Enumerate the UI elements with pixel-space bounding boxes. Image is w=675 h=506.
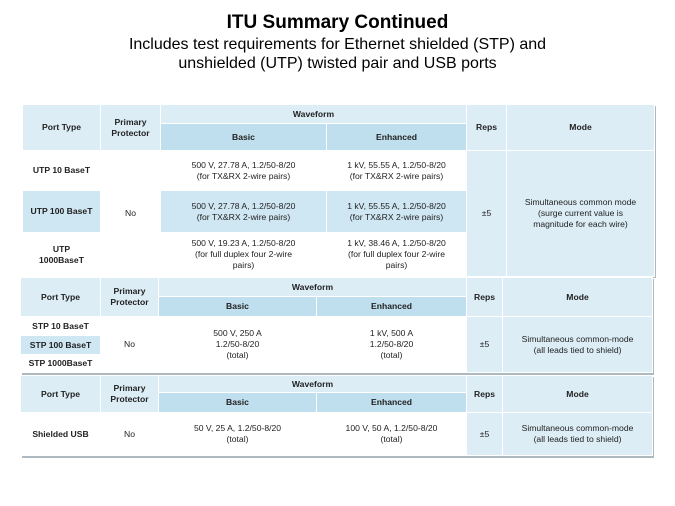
- enhanced-cell: 1 kV, 500 A 1.2/50-8/20 (total): [317, 317, 467, 373]
- header-enhanced: Enhanced: [317, 297, 467, 317]
- header-mode: Mode: [507, 105, 655, 151]
- protector-cell: No: [101, 151, 161, 277]
- subtitle-line-2: unshielded (UTP) twisted pair and USB ports: [178, 55, 497, 72]
- basic-cell: 500 V, 250 A 1.2/50-8/20 (total): [159, 317, 317, 373]
- enhanced-cell: 1 kV, 38.46 A, 1.2/50-8/20 (for full duplex four 2-wire pairs): [327, 233, 467, 277]
- mode-cell: Simultaneous common-mode (all leads tied to shield): [503, 413, 653, 456]
- header-basic: Basic: [161, 124, 327, 151]
- header-reps: Reps: [467, 376, 503, 413]
- header-basic: Basic: [159, 297, 317, 317]
- basic-cell: 500 V, 27.78 A, 1.2/50-8/20 (for TX&RX 2-wire pairs): [161, 191, 327, 233]
- header-waveform: Waveform: [161, 105, 467, 124]
- reps-cell: ±5: [467, 151, 507, 277]
- enhanced-cell: 100 V, 50 A, 1.2/50-8/20 (total): [317, 413, 467, 456]
- header-port-type: Port Type: [21, 376, 101, 413]
- table-row: [21, 317, 653, 336]
- utp-table: [22, 104, 655, 277]
- header-port-type: Port Type: [23, 105, 101, 151]
- header-mode: Mode: [503, 278, 653, 317]
- header-primary-protector: Primary Protector: [101, 376, 159, 413]
- port-type-cell: UTP 10 BaseT: [23, 151, 101, 191]
- header-enhanced: Enhanced: [317, 393, 467, 413]
- mode-cell: Simultaneous common mode (surge current value is magnitude for each wire): [507, 151, 655, 277]
- subtitle-line-1: Includes test requirements for Ethernet shielded (STP) and: [128, 36, 547, 53]
- slide-subtitle: [0, 35, 675, 73]
- reps-cell: ±5: [467, 413, 503, 456]
- table-row: [21, 413, 653, 456]
- protector-cell: No: [101, 413, 159, 456]
- enhanced-cell: 1 kV, 55.55 A, 1.2/50-8/20 (for TX&RX 2-wire pairs): [327, 151, 467, 191]
- port-type-cell: Shielded USB: [21, 413, 101, 456]
- port-type-cell: STP 100 BaseT: [21, 336, 101, 355]
- port-type-cell: UTP 1000BaseT: [23, 233, 101, 277]
- header-reps: Reps: [467, 278, 503, 317]
- stp-table: [20, 277, 653, 373]
- port-type-cell: UTP 100 BaseT: [23, 191, 101, 233]
- basic-cell: 50 V, 25 A, 1.2/50-8/20 (total): [159, 413, 317, 456]
- header-primary-protector: Primary Protector: [101, 105, 161, 151]
- header-mode: Mode: [503, 376, 653, 413]
- basic-cell: 500 V, 19.23 A, 1.2/50-8/20 (for full duplex four 2-wire pairs): [161, 233, 327, 277]
- header-reps: Reps: [467, 105, 507, 151]
- header-basic: Basic: [159, 393, 317, 413]
- port-type-cell: STP 10 BaseT: [21, 317, 101, 336]
- header-port-type: Port Type: [21, 278, 101, 317]
- mode-cell: Simultaneous common-mode (all leads tied to shield): [503, 317, 653, 373]
- port-type-cell: STP 1000BaseT: [21, 355, 101, 373]
- header-waveform: Waveform: [159, 278, 467, 297]
- header-primary-protector: Primary Protector: [101, 278, 159, 317]
- reps-cell: ±5: [467, 317, 503, 373]
- header-enhanced: Enhanced: [327, 124, 467, 151]
- header-waveform: Waveform: [159, 376, 467, 393]
- protector-cell: No: [101, 317, 159, 373]
- slide-title: ITU Summary Continued: [226, 12, 449, 33]
- usb-table: [20, 375, 653, 456]
- enhanced-cell: 1 kV, 55.55 A, 1.2/50-8/20 (for TX&RX 2-wire pairs): [327, 191, 467, 233]
- basic-cell: 500 V, 27.78 A, 1.2/50-8/20 (for TX&RX 2-wire pairs): [161, 151, 327, 191]
- table-row: [23, 151, 655, 191]
